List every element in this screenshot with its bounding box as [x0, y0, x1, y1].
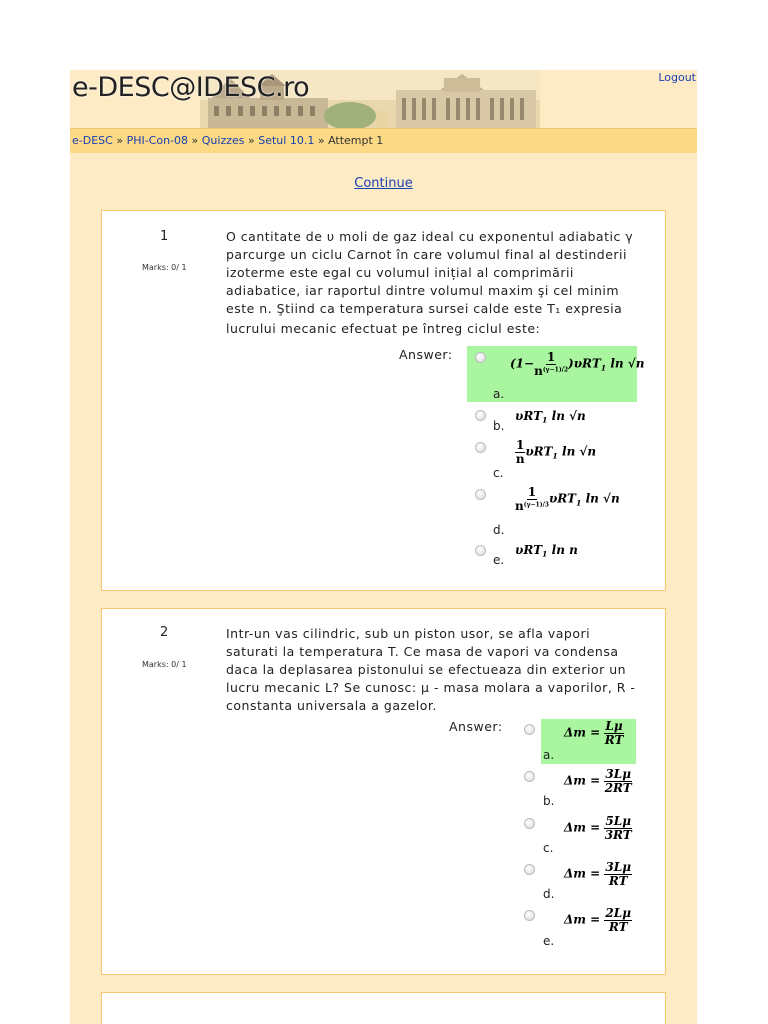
option-formula-b[interactable]: Δm = $\frac{3L\mu}{2RT}$: [564, 767, 632, 795]
option-letter: e.: [493, 553, 505, 567]
site-logo[interactable]: e-DESC@IDESC.ro: [72, 72, 310, 103]
option-letter: b.: [543, 794, 555, 808]
option-letter: a.: [493, 387, 505, 401]
question-text: [226, 625, 656, 715]
option-radio-a[interactable]: [475, 352, 486, 363]
option-formula-c[interactable]: $\frac{1}{n}$ υRT$_1$ ln √n: [515, 438, 597, 466]
question-text-line: O cantitate de υ moli de gaz ideal cu exponentul adiabatic γ: [226, 229, 634, 244]
question-text-line: lucrului mecanic efectuat pe întreg ciclul este:: [226, 321, 541, 336]
option-radio-d[interactable]: [524, 864, 535, 875]
breadcrumb-separator: »: [191, 134, 199, 147]
breadcrumb-link-quizzes[interactable]: Quizzes: [201, 134, 245, 147]
question-box-1: [101, 210, 666, 591]
breadcrumb-bar: [70, 128, 697, 153]
question-text-line: parcurge un ciclu Carnot în care volumul final al destinderii: [226, 247, 627, 262]
option-radio-b[interactable]: [475, 410, 486, 421]
breadcrumb-separator: »: [317, 134, 325, 147]
option-letter: a.: [543, 748, 555, 762]
question-box-2: [101, 608, 666, 975]
breadcrumb-separator: »: [116, 134, 124, 147]
question-text-line: lucru mecanic L? Se cunosc: μ - masa molara a vaporilor, R -: [226, 680, 636, 695]
answer-label: Answer:: [449, 719, 503, 734]
option-letter: b.: [493, 419, 505, 433]
option-letter: c.: [543, 841, 554, 855]
breadcrumb: [72, 134, 383, 147]
option-radio-d[interactable]: [475, 489, 486, 500]
breadcrumb-link-quiz[interactable]: Setul 10.1: [258, 134, 315, 147]
option-formula-d[interactable]: $\frac{1}{n^{(\gamma-1)/3}}$ υRT$_1$ ln √n: [515, 485, 620, 513]
question-marks: Marks: 0/ 1: [142, 263, 187, 272]
question-text: [226, 228, 656, 338]
question-marks: Marks: 0/ 1: [142, 660, 187, 669]
option-letter: d.: [493, 523, 505, 537]
option-letter: e.: [543, 934, 555, 948]
question-number: 2: [160, 625, 169, 640]
option-radio-a[interactable]: [524, 724, 535, 735]
option-radio-c[interactable]: [475, 442, 486, 453]
option-formula-c[interactable]: Δm = $\frac{5L\mu}{3RT}$: [564, 814, 632, 842]
option-radio-e[interactable]: [475, 545, 486, 556]
option-formula-e[interactable]: υRT$_1$ ln n: [515, 543, 578, 559]
question-text-line: Intr-un vas cilindric, sub un piston usor, se afla vapori: [226, 626, 591, 641]
option-letter: c.: [493, 466, 504, 480]
question-text-line: saturati la temperatura T. Ce masa de vapori va condensa: [226, 644, 619, 659]
breadcrumb-link-course[interactable]: PHI-Con-08: [126, 134, 189, 147]
question-number: 1: [160, 229, 169, 244]
breadcrumb-current: Attempt 1: [328, 134, 384, 147]
question-text-line: izoterme este egal cu volumul inițial al comprimării: [226, 265, 574, 280]
option-radio-e[interactable]: [524, 910, 535, 921]
option-formula-e[interactable]: Δm = $\frac{2L\mu}{RT}$: [564, 906, 631, 934]
option-radio-b[interactable]: [524, 771, 535, 782]
option-radio-c[interactable]: [524, 818, 535, 829]
answer-label: Answer:: [399, 347, 453, 362]
option-formula-a[interactable]: Δm = $\frac{L\mu}{RT}$: [564, 719, 624, 747]
option-letter: d.: [543, 887, 555, 901]
quiz-page: [70, 70, 697, 1024]
question-text-line: este n. Ştiind ca temperatura sursei calde este T₁ expresia: [226, 301, 623, 316]
question-text-line: adiabatice, iar raportul dintre volumul maxim şi cel minim: [226, 283, 620, 298]
question-text-line: constanta universala a gazelor.: [226, 698, 437, 713]
question-box-3: [101, 992, 666, 1024]
continue-link[interactable]: Continue: [354, 176, 413, 191]
option-formula-d[interactable]: Δm = $\frac{3L\mu}{RT}$: [564, 860, 631, 888]
breadcrumb-link-edesc[interactable]: e-DESC: [72, 134, 113, 147]
site-header: [70, 70, 697, 128]
option-formula-b[interactable]: υRT$_1$ ln √n: [515, 409, 586, 425]
breadcrumb-separator: »: [248, 134, 255, 147]
logout-link[interactable]: Logout: [658, 71, 696, 84]
option-formula-a[interactable]: (1− $\frac{1}{n^{(\gamma-1)/2}}$ )υRT$_1$ ln √n: [510, 350, 645, 378]
question-text-line: daca la deplasarea pistonului se efectueaza din exterior un: [226, 662, 627, 677]
